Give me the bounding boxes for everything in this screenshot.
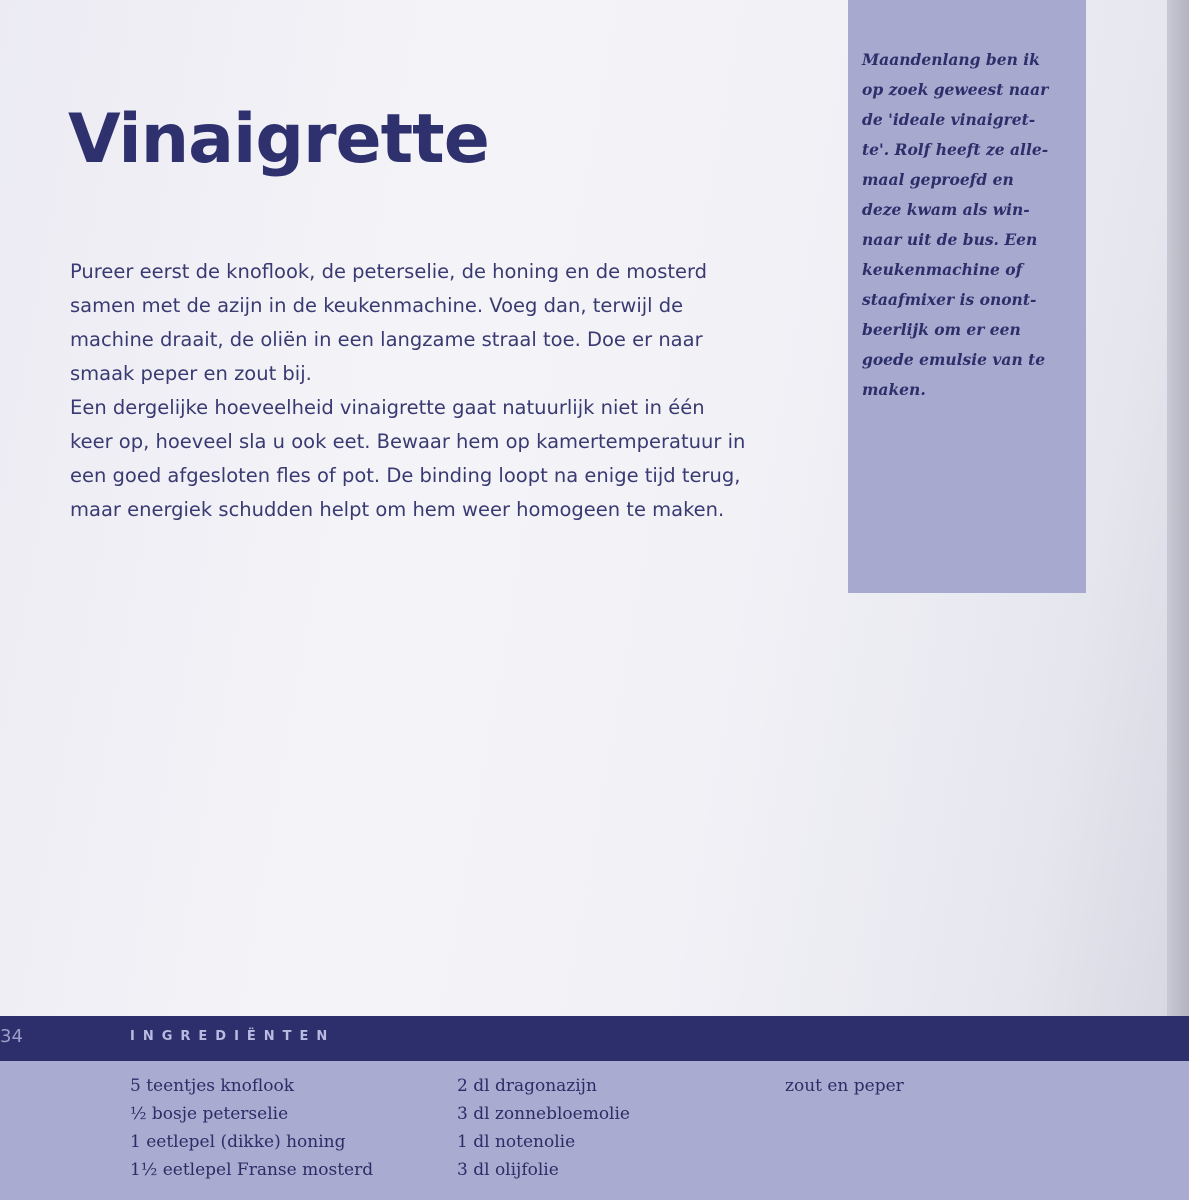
- instructions-paragraph-2: Een dergelijke hoeveelheid vinaigrette gaat natuurlijk niet in één keer op, hoeveel sla u ook eet. Bewaar hem op kamertemperatuur in een goed afgesloten fles of pot. De binding loopt na enige tijd terug, maar energiek schudden helpt om hem weer homogeen te maken.: [70, 396, 746, 521]
- instructions-paragraph-1: Pureer eerst de knoflook, de peterselie, de honing en de mosterd samen met de azijn in de keukenmachine. Voeg dan, terwijl de machine draait, de oliën in een langzame straal toe. Doe er naar smaak peper en zout bij.: [70, 260, 708, 385]
- ingredient-item: ½ bosje peterselie: [130, 1104, 289, 1124]
- ingredient-item: 1½ eetlepel Franse mosterd: [130, 1160, 374, 1180]
- ingredient-item: zout en peper: [785, 1076, 904, 1096]
- sidebar-note: [848, 0, 1086, 593]
- recipe-instructions: [70, 255, 830, 527]
- ingredient-item: 1 dl notenolie: [457, 1132, 576, 1152]
- ingredient-item: 3 dl olijfolie: [457, 1160, 559, 1180]
- ingredients-panel: [0, 1061, 1189, 1200]
- ingredient-item: 3 dl zonnebloemolie: [457, 1104, 630, 1124]
- ingredient-item: 5 teentjes knoflook: [130, 1076, 295, 1096]
- recipe-title: Vinaigrette: [68, 100, 489, 179]
- ingredient-item: 2 dl dragonazijn: [457, 1076, 597, 1096]
- page-number: 34: [0, 1026, 23, 1047]
- ingredients-column-2: [457, 1072, 630, 1184]
- sidebar-note-text: Maandenlang ben ik op zoek geweest naar de 'ideale vinaigret- te'. Rolf heeft ze alle- maal geproefd en deze kwam als win- naar uit de bus. Een keukenmachine of staafmixer is onont- beerlijk om er een goede emulsie van te maken.: [862, 50, 1049, 399]
- ingredient-item: 1 eetlepel (dikke) honing: [130, 1132, 346, 1152]
- ingredients-header-bar: [0, 1016, 1189, 1061]
- ingredients-column-1: [130, 1072, 373, 1184]
- ingredients-column-3: [785, 1072, 904, 1100]
- ingredients-heading: INGREDIËNTEN: [130, 1029, 336, 1044]
